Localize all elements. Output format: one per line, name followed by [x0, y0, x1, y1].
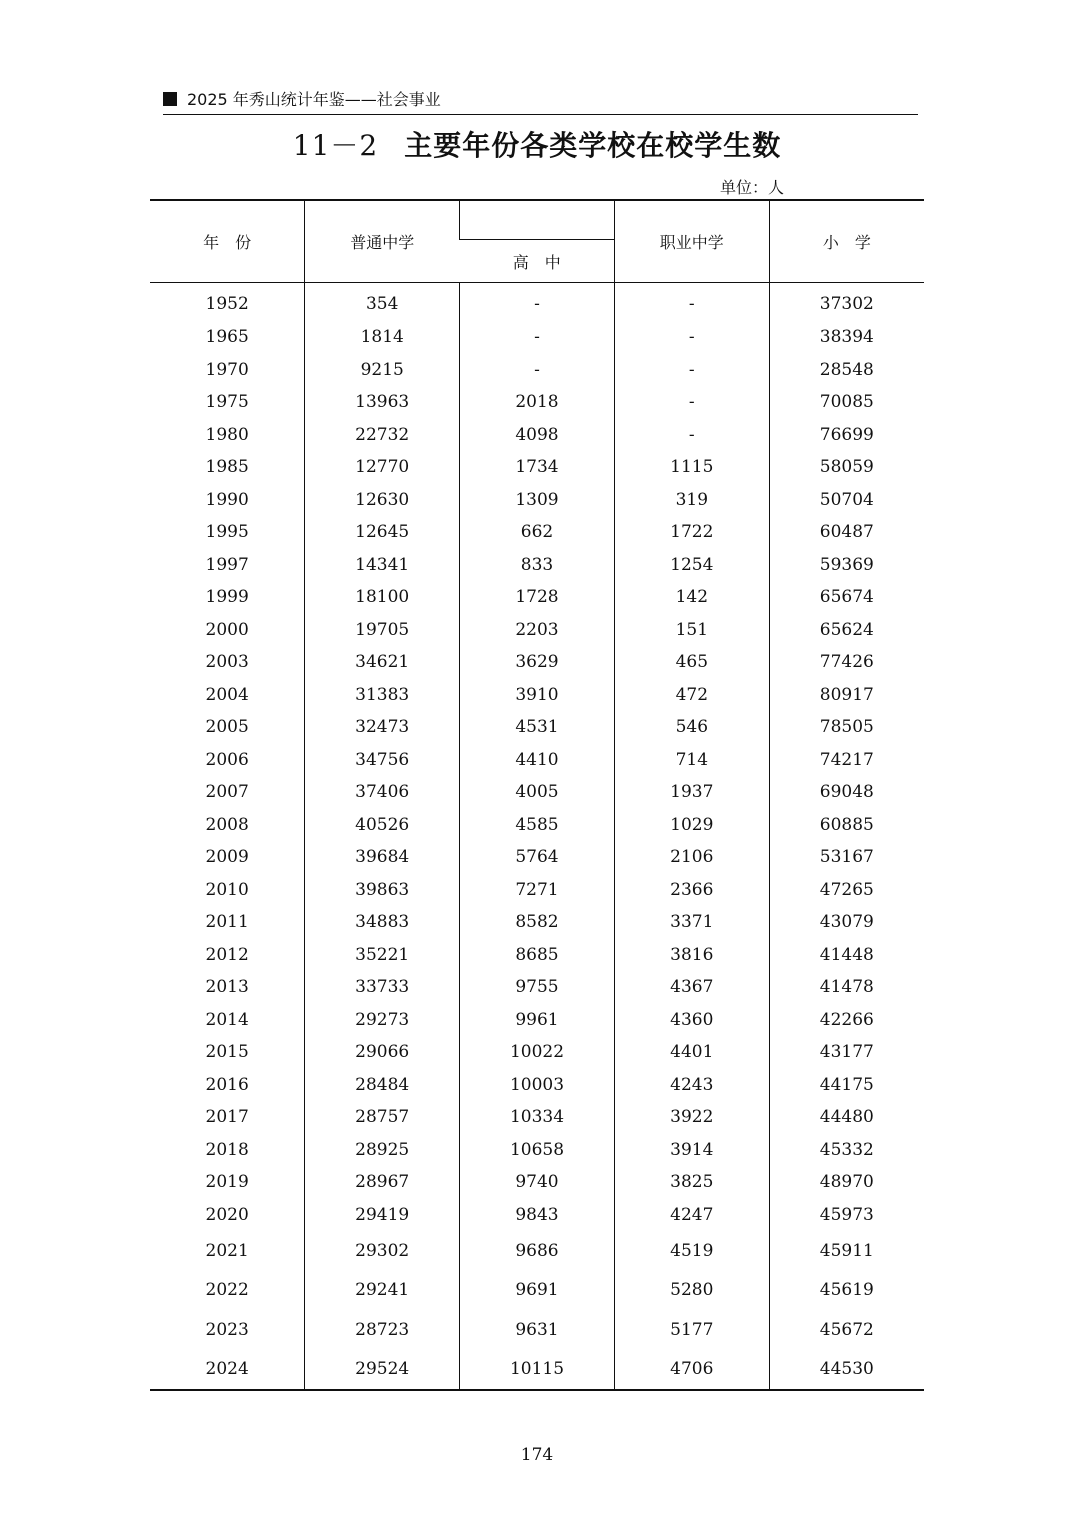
high-school-cell: 9961	[460, 1004, 615, 1037]
high-school-cell: 4098	[460, 419, 615, 452]
table-row	[150, 874, 924, 907]
middle-school-cell: 9215	[305, 354, 460, 387]
table-row	[150, 1271, 924, 1311]
primary-cell: 69048	[769, 776, 924, 809]
middle-school-cell: 29419	[305, 1199, 460, 1232]
vocational-cell: 5177	[614, 1310, 769, 1350]
middle-school-cell: 35221	[305, 939, 460, 972]
middle-school-cell: 14341	[305, 549, 460, 582]
primary-cell: 65624	[769, 614, 924, 647]
primary-cell: 43079	[769, 906, 924, 939]
year-cell: 2013	[205, 977, 249, 998]
table-row	[150, 971, 924, 1004]
year-cell: 2011	[205, 912, 249, 933]
high-school-cell: 10115	[460, 1350, 615, 1391]
high-school-cell: 7271	[460, 874, 615, 907]
year-cell: 1975	[205, 392, 249, 413]
year-cell: 2022	[205, 1280, 249, 1301]
year-cell: 2014	[205, 1009, 249, 1030]
high-school-cell: 1734	[460, 451, 615, 484]
middle-school-cell: 1814	[305, 321, 460, 354]
table-row	[150, 1199, 924, 1232]
year-cell: 2010	[205, 879, 249, 900]
primary-cell: 42266	[769, 1004, 924, 1037]
primary-cell: 44530	[769, 1350, 924, 1391]
primary-cell: 45332	[769, 1134, 924, 1167]
primary-cell: 45619	[769, 1271, 924, 1311]
year-cell: 2004	[205, 684, 249, 705]
primary-cell: 37302	[769, 283, 924, 322]
primary-cell: 65674	[769, 581, 924, 614]
table-row	[150, 419, 924, 452]
high-school-cell: 1728	[460, 581, 615, 614]
vocational-cell: 3816	[614, 939, 769, 972]
primary-cell: 60487	[769, 516, 924, 549]
table-row	[150, 1004, 924, 1037]
high-school-cell: 8582	[460, 906, 615, 939]
black-square-icon	[163, 92, 177, 106]
high-school-cell: 833	[460, 549, 615, 582]
middle-school-cell: 40526	[305, 809, 460, 842]
year-cell: 2020	[205, 1204, 249, 1225]
middle-school-cell: 19705	[305, 614, 460, 647]
vocational-cell: 3914	[614, 1134, 769, 1167]
vocational-cell: 3922	[614, 1101, 769, 1134]
primary-cell: 45911	[769, 1231, 924, 1271]
year-cell: 1965	[205, 327, 249, 348]
high-school-cell: 9740	[460, 1166, 615, 1199]
high-school-cell: 9631	[460, 1310, 615, 1350]
middle-school-cell: 354	[305, 283, 460, 322]
vocational-cell: 4519	[614, 1231, 769, 1271]
table-number: 11－2	[292, 129, 379, 162]
primary-cell: 74217	[769, 744, 924, 777]
table-row	[150, 386, 924, 419]
table-row	[150, 581, 924, 614]
year-cell: 1985	[205, 457, 249, 478]
primary-cell: 41478	[769, 971, 924, 1004]
high-school-cell: 4531	[460, 711, 615, 744]
vocational-cell: 1722	[614, 516, 769, 549]
table-title-text: 主要年份各类学校在校学生数	[404, 129, 782, 162]
year-cell: 2007	[205, 782, 249, 803]
table-row	[150, 1166, 924, 1199]
table-row	[150, 354, 924, 387]
year-cell: 1990	[205, 489, 249, 510]
high-school-cell: 4005	[460, 776, 615, 809]
vocational-cell: 4367	[614, 971, 769, 1004]
vocational-cell: 142	[614, 581, 769, 614]
primary-cell: 58059	[769, 451, 924, 484]
year-cell: 2021	[205, 1240, 249, 1261]
table-title	[0, 126, 1074, 166]
vocational-cell: 3371	[614, 906, 769, 939]
year-cell: 2018	[205, 1139, 249, 1160]
high-school-cell: 10334	[460, 1101, 615, 1134]
table-row	[150, 321, 924, 354]
primary-cell: 43177	[769, 1036, 924, 1069]
running-header	[163, 88, 918, 115]
table-row	[150, 1231, 924, 1271]
year-cell: 2016	[205, 1074, 249, 1095]
primary-cell: 28548	[769, 354, 924, 387]
header-vocational: 职业中学	[614, 200, 769, 283]
unit-note: 单位：人	[720, 178, 785, 197]
middle-school-cell: 33733	[305, 971, 460, 1004]
vocational-cell: -	[614, 283, 769, 322]
middle-school-cell: 13963	[305, 386, 460, 419]
high-school-cell: -	[460, 321, 615, 354]
year-cell: 2008	[205, 814, 249, 835]
primary-cell: 53167	[769, 841, 924, 874]
year-cell: 1980	[205, 424, 249, 445]
header-middle-school: 普通中学	[305, 200, 460, 283]
middle-school-cell: 28925	[305, 1134, 460, 1167]
table-row	[150, 1310, 924, 1350]
middle-school-cell: 39863	[305, 874, 460, 907]
vocational-cell: 472	[614, 679, 769, 712]
middle-school-cell: 28484	[305, 1069, 460, 1102]
year-cell: 1970	[205, 359, 249, 380]
year-cell: 2005	[205, 717, 249, 738]
middle-school-cell: 34756	[305, 744, 460, 777]
high-school-cell: 9686	[460, 1231, 615, 1271]
primary-cell: 78505	[769, 711, 924, 744]
high-school-cell: 3629	[460, 646, 615, 679]
students-table	[150, 199, 924, 1391]
high-school-cell: 2203	[460, 614, 615, 647]
table-row	[150, 451, 924, 484]
middle-school-cell: 12645	[305, 516, 460, 549]
middle-school-cell: 29524	[305, 1350, 460, 1391]
high-school-cell: -	[460, 354, 615, 387]
high-school-cell: 2018	[460, 386, 615, 419]
table-row	[150, 1036, 924, 1069]
primary-cell: 41448	[769, 939, 924, 972]
vocational-cell: -	[614, 419, 769, 452]
middle-school-cell: 18100	[305, 581, 460, 614]
high-school-cell: 662	[460, 516, 615, 549]
primary-cell: 44175	[769, 1069, 924, 1102]
primary-cell: 70085	[769, 386, 924, 419]
table-row	[150, 776, 924, 809]
middle-school-cell: 29273	[305, 1004, 460, 1037]
vocational-cell: -	[614, 386, 769, 419]
vocational-cell: 1115	[614, 451, 769, 484]
high-school-cell: 1309	[460, 484, 615, 517]
table-row	[150, 1069, 924, 1102]
middle-school-cell: 39684	[305, 841, 460, 874]
vocational-cell: 1254	[614, 549, 769, 582]
year-cell: 2015	[205, 1042, 249, 1063]
high-school-cell: -	[460, 283, 615, 322]
table-row	[150, 841, 924, 874]
table-row	[150, 646, 924, 679]
vocational-cell: 4360	[614, 1004, 769, 1037]
table-body	[150, 283, 924, 1391]
vocational-cell: 151	[614, 614, 769, 647]
table-row	[150, 1101, 924, 1134]
table-row	[150, 744, 924, 777]
middle-school-cell: 29241	[305, 1271, 460, 1311]
vocational-cell: -	[614, 321, 769, 354]
year-cell: 2003	[205, 652, 249, 673]
high-school-cell: 4410	[460, 744, 615, 777]
table-row	[150, 516, 924, 549]
middle-school-cell: 34621	[305, 646, 460, 679]
year-cell: 2009	[205, 847, 249, 868]
vocational-cell: 4243	[614, 1069, 769, 1102]
high-school-cell: 8685	[460, 939, 615, 972]
high-school-cell: 10003	[460, 1069, 615, 1102]
year-cell: 2024	[205, 1359, 249, 1380]
middle-school-cell: 12630	[305, 484, 460, 517]
table-row	[150, 906, 924, 939]
table-row	[150, 939, 924, 972]
vocational-cell: 4706	[614, 1350, 769, 1391]
table-row	[150, 809, 924, 842]
high-school-cell: 10658	[460, 1134, 615, 1167]
year-cell: 1997	[205, 554, 249, 575]
middle-school-cell: 28723	[305, 1310, 460, 1350]
middle-school-cell: 37406	[305, 776, 460, 809]
table-row	[150, 1134, 924, 1167]
primary-cell: 47265	[769, 874, 924, 907]
vocational-cell: 4401	[614, 1036, 769, 1069]
table-row	[150, 679, 924, 712]
table-row	[150, 484, 924, 517]
primary-cell: 77426	[769, 646, 924, 679]
middle-school-cell: 31383	[305, 679, 460, 712]
middle-school-cell: 12770	[305, 451, 460, 484]
high-school-cell: 9755	[460, 971, 615, 1004]
table-row	[150, 549, 924, 582]
primary-cell: 60885	[769, 809, 924, 842]
table-row	[150, 614, 924, 647]
year-cell: 2019	[205, 1172, 249, 1193]
header-year: 年 份	[203, 233, 252, 252]
high-school-cell: 3910	[460, 679, 615, 712]
vocational-cell: 319	[614, 484, 769, 517]
table-row	[150, 711, 924, 744]
vocational-cell: 2106	[614, 841, 769, 874]
middle-school-cell: 29066	[305, 1036, 460, 1069]
vocational-cell: 1029	[614, 809, 769, 842]
middle-school-cell: 28757	[305, 1101, 460, 1134]
middle-school-cell: 34883	[305, 906, 460, 939]
header-primary: 小 学	[769, 200, 924, 283]
primary-cell: 45973	[769, 1199, 924, 1232]
year-cell: 1952	[205, 294, 249, 314]
primary-cell: 80917	[769, 679, 924, 712]
high-school-cell: 4585	[460, 809, 615, 842]
middle-school-cell: 29302	[305, 1231, 460, 1271]
table-row	[150, 283, 924, 322]
vocational-cell: 546	[614, 711, 769, 744]
year-cell: 2017	[205, 1107, 249, 1128]
header-high-school-spacer	[460, 200, 615, 240]
primary-cell: 50704	[769, 484, 924, 517]
vocational-cell: 1937	[614, 776, 769, 809]
primary-cell: 59369	[769, 549, 924, 582]
vocational-cell: 4247	[614, 1199, 769, 1232]
high-school-cell: 5764	[460, 841, 615, 874]
year-cell: 2023	[205, 1319, 249, 1340]
primary-cell: 48970	[769, 1166, 924, 1199]
header-high-school: 高 中	[460, 240, 615, 283]
vocational-cell: 2366	[614, 874, 769, 907]
vocational-cell: 5280	[614, 1271, 769, 1311]
high-school-cell: 9691	[460, 1271, 615, 1311]
high-school-cell: 10022	[460, 1036, 615, 1069]
primary-cell: 45672	[769, 1310, 924, 1350]
page-number: 174	[520, 1445, 554, 1465]
running-header-text: 2025 年秀山统计年鉴——社会事业	[187, 90, 441, 109]
middle-school-cell: 22732	[305, 419, 460, 452]
primary-cell: 44480	[769, 1101, 924, 1134]
vocational-cell: 465	[614, 646, 769, 679]
table-row	[150, 1350, 924, 1391]
primary-cell: 38394	[769, 321, 924, 354]
year-cell: 1995	[205, 522, 249, 543]
high-school-cell: 9843	[460, 1199, 615, 1232]
vocational-cell: 3825	[614, 1166, 769, 1199]
year-cell: 2000	[205, 619, 249, 640]
year-cell: 1999	[205, 587, 249, 608]
year-cell: 2006	[205, 749, 249, 770]
middle-school-cell: 32473	[305, 711, 460, 744]
vocational-cell: -	[614, 354, 769, 387]
primary-cell: 76699	[769, 419, 924, 452]
middle-school-cell: 28967	[305, 1166, 460, 1199]
vocational-cell: 714	[614, 744, 769, 777]
year-cell: 2012	[205, 944, 249, 965]
